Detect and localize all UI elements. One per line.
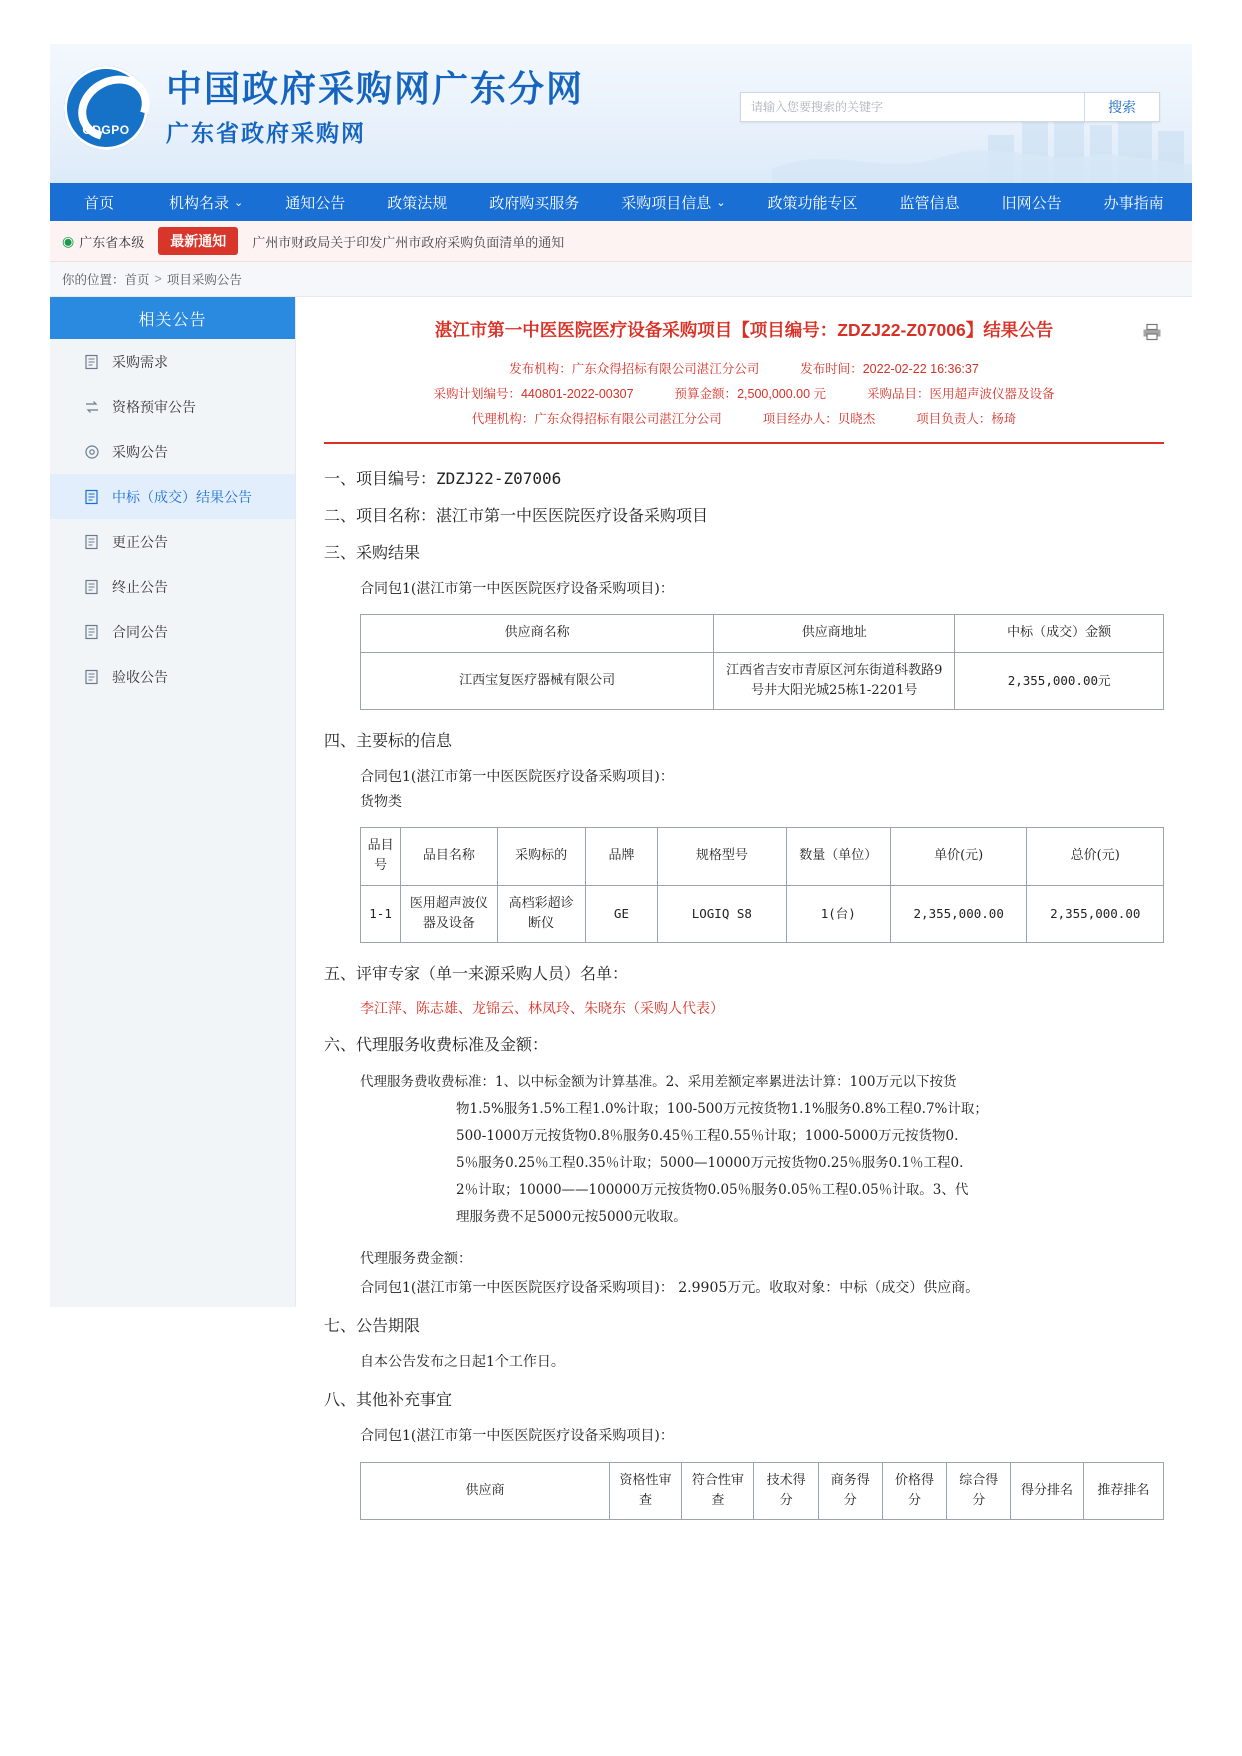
section-5-experts: 李江萍、陈志雄、龙锦云、林凤玲、朱晓东（采购人代表）	[360, 1000, 724, 1017]
nav-item-guide[interactable]	[1083, 183, 1185, 221]
site-logo[interactable]	[64, 66, 584, 150]
status-badge: 最新通知	[158, 227, 238, 255]
cell-brand: GE	[585, 885, 657, 942]
col-technical-score: 技术得分	[754, 1462, 818, 1519]
meta-publish-time-value: 2022-02-22 16:36:37	[862, 362, 979, 377]
section-3-heading: 三、采购结果	[324, 543, 421, 563]
target-icon	[84, 444, 100, 460]
item-table	[360, 827, 1164, 943]
table-row	[361, 885, 1164, 942]
exchange-icon	[84, 399, 100, 415]
site-frame	[50, 44, 1192, 1568]
col-compliance-review: 符合性审查	[682, 1462, 754, 1519]
meta-category-label: 采购品目：	[867, 387, 930, 402]
sidebar-item-label: 更正公告	[112, 533, 168, 550]
nav-label: 政府购买服务	[489, 194, 580, 212]
chevron-down-icon: ⌄	[716, 196, 726, 209]
result-table	[360, 614, 1164, 709]
col-brand: 品牌	[585, 828, 657, 885]
section-4-subtitle-2: 货物类	[360, 794, 402, 811]
notice-link[interactable]: 广州市财政局关于印发广州市政府采购负面清单的通知	[252, 234, 565, 250]
section-6-heading: 六、代理服务收费标准及金额：	[324, 1034, 549, 1054]
doc-icon	[84, 354, 100, 370]
cell-unit-price: 2,355,000.00	[890, 885, 1027, 942]
meta-handler-value: 贝晓杰	[837, 412, 876, 427]
doc-icon	[84, 579, 100, 595]
col-supplier-address: 供应商地址	[714, 615, 955, 652]
meta-publisher-label: 发布机构：	[509, 362, 572, 377]
table-row	[361, 652, 1164, 709]
table-header-row	[361, 828, 1164, 885]
section-4-heading: 四、主要标的信息	[324, 730, 453, 750]
section-2-label: 二、项目名称：	[324, 506, 437, 526]
page-title: 湛江市第一中医医院医疗设备采购项目【项目编号：ZDZJ22-Z07006】结果公告	[434, 320, 1054, 340]
section-8-heading: 八、其他补充事宜	[324, 1390, 453, 1410]
nav-label: 首页	[84, 194, 115, 212]
sidebar-item-prequalification[interactable]	[50, 384, 295, 429]
fee-line-5: 2％计取；10000——100000万元按货物0.05％服务0.05％工程0.05％计取。3、代	[456, 1181, 969, 1198]
sidebar-item-label: 资格预审公告	[112, 398, 196, 415]
fee-line-3: 500-1000万元按货物0.8％服务0.45％工程0.55％计取；1000-5000万元按货物0.	[456, 1127, 959, 1144]
sidebar-item-label: 采购需求	[112, 353, 168, 370]
section-6-amount-label: 代理服务费金额：	[360, 1250, 472, 1267]
sidebar-item-label: 验收公告	[112, 668, 168, 685]
nav-label: 办事指南	[1103, 194, 1164, 212]
nav-item-supervision[interactable]	[879, 183, 981, 221]
document-meta	[324, 357, 1164, 432]
col-total-price: 总价(元)	[1027, 828, 1164, 885]
nav-label: 采购项目信息	[621, 194, 712, 212]
cell-winning-amount: 2,355,000.00元	[955, 652, 1164, 709]
location-pin-icon: ◉	[62, 232, 75, 249]
search-button[interactable]: 搜索	[1084, 92, 1160, 122]
fee-line-4: 5％服务0.25％工程0.35％计取；5000—10000万元按货物0.25％服务0.1％工程0.	[456, 1154, 964, 1171]
col-overall-score: 综合得分	[947, 1462, 1011, 1519]
fee-line-6: 理服务费不足5000元按5000元收取。	[456, 1208, 687, 1225]
doc-icon	[84, 669, 100, 685]
meta-publish-time-label: 发布时间：	[800, 362, 863, 377]
article	[296, 297, 1192, 1568]
notice-bar	[50, 221, 1192, 262]
meta-row-3	[324, 407, 1164, 432]
review-table	[360, 1462, 1164, 1520]
nav-label: 通知公告	[285, 194, 346, 212]
breadcrumb-item-home[interactable]: 首页	[124, 273, 150, 287]
meta-category-value: 医用超声波仪器及设备	[929, 387, 1055, 402]
section-1-heading	[324, 466, 1164, 489]
doc-icon	[84, 624, 100, 640]
col-item-subject: 采购标的	[497, 828, 585, 885]
sidebar-item-label: 中标（成交）结果公告	[112, 488, 252, 505]
cell-item-no: 1-1	[361, 885, 401, 942]
section-6-standard	[324, 1069, 1164, 1231]
nav-item-org-directory[interactable]	[148, 183, 264, 221]
site-title-secondary: 广东省政府采购网	[166, 119, 366, 146]
cell-supplier-name: 江西宝复医疗器械有限公司	[361, 652, 714, 709]
section-1-value: ZDZJ22-Z07006	[436, 469, 562, 489]
sidebar-item-label: 终止公告	[112, 578, 168, 595]
nav-item-home[interactable]	[50, 183, 148, 221]
meta-plan-no-label: 采购计划编号：	[433, 387, 521, 402]
gdgpo-logo-icon	[64, 66, 148, 150]
doc-check-icon	[84, 489, 100, 505]
document-title-row	[324, 317, 1164, 343]
table-header-row	[361, 1462, 1164, 1519]
sidebar	[50, 297, 296, 1307]
meta-agency-value: 广东众得招标有限公司湛江分公司	[534, 412, 722, 427]
meta-budget-label: 预算金额：	[674, 387, 738, 402]
meta-owner-label: 项目负责人：	[916, 412, 992, 427]
sidebar-item-label: 合同公告	[112, 623, 168, 640]
sidebar-item-label: 采购公告	[112, 443, 168, 460]
nav-item-policy-zone[interactable]	[747, 183, 879, 221]
sidebar-item-termination[interactable]	[50, 564, 295, 609]
nav-item-legacy-announcements[interactable]	[981, 183, 1083, 221]
nav-label: 政策功能专区	[767, 194, 858, 212]
cell-total-price: 2,355,000.00	[1027, 885, 1164, 942]
breadcrumb-prefix: 你的位置：	[62, 273, 125, 287]
meta-row-2	[324, 382, 1164, 407]
col-price-score: 价格得分	[882, 1462, 946, 1519]
meta-owner-value: 杨琦	[991, 412, 1017, 427]
col-quantity: 数量（单位）	[786, 828, 890, 885]
nav-item-policies[interactable]	[366, 183, 468, 221]
cell-item-name: 医用超声波仪器及设备	[401, 885, 497, 942]
col-supplier: 供应商	[361, 1462, 610, 1519]
cell-quantity: 1(台)	[786, 885, 890, 942]
breadcrumb-separator: >	[154, 272, 162, 286]
chevron-down-icon: ⌄	[234, 196, 244, 209]
cell-supplier-address: 江西省吉安市青原区河东街道科教路9号井大阳光城25栋1-2201号	[714, 652, 955, 709]
main-navigation	[50, 183, 1192, 221]
site-title-primary: 中国政府采购网广东分网	[166, 68, 585, 110]
nav-item-announcements[interactable]	[264, 183, 366, 221]
sidebar-item-purchase-announcement[interactable]	[50, 429, 295, 474]
meta-handler-label: 项目经办人：	[762, 412, 838, 427]
meta-publisher-value: 广东众得招标有限公司湛江分公司	[571, 362, 760, 377]
nav-label: 政策法规	[387, 194, 448, 212]
sidebar-item-winning-result[interactable]	[50, 474, 295, 519]
meta-budget-value: 2,500,000.00 元	[737, 387, 827, 402]
col-model: 规格型号	[658, 828, 786, 885]
col-score-rank: 得分排名	[1011, 1462, 1083, 1519]
sidebar-item-acceptance[interactable]	[50, 654, 295, 699]
col-supplier-name: 供应商名称	[361, 615, 714, 652]
divider	[324, 442, 1164, 444]
nav-label: 旧网公告	[1001, 194, 1062, 212]
nav-item-gov-services[interactable]	[468, 183, 600, 221]
sidebar-item-purchase-demand[interactable]	[50, 339, 295, 384]
cell-item-subject: 高档彩超诊断仪	[497, 885, 585, 942]
fee-line-1: 代理服务费收费标准：1、以中标金额为计算基准。2、采用差额定率累进法计算：100万元以下按货	[360, 1073, 957, 1090]
breadcrumb	[50, 262, 1192, 297]
nav-label: 监管信息	[899, 194, 960, 212]
section-5-heading: 五、评审专家（单一来源采购人员）名单：	[324, 963, 629, 983]
search-box[interactable]	[740, 92, 1160, 122]
sidebar-item-contract[interactable]	[50, 609, 295, 654]
nav-label: 机构名录	[169, 194, 230, 212]
doc-icon	[84, 534, 100, 550]
nav-item-project-info[interactable]	[600, 183, 746, 221]
section-3-subtitle: 合同包1(湛江市第一中医医院医疗设备采购项目)：	[360, 581, 674, 598]
sidebar-title: 相关公告	[50, 297, 295, 339]
logo-mark-text: GDGPO	[82, 123, 130, 137]
section-2-value: 湛江市第一中医医院医疗设备采购项目	[436, 506, 709, 526]
header-city-decoration	[772, 73, 1192, 183]
col-recommend-rank: 推荐排名	[1083, 1462, 1163, 1519]
content-area	[50, 297, 1192, 1568]
sidebar-item-correction[interactable]	[50, 519, 295, 564]
search-input[interactable]	[740, 92, 1084, 122]
col-business-score: 商务得分	[818, 1462, 882, 1519]
cell-model: LOGIQ S8	[658, 885, 786, 942]
meta-plan-no-value: 440801-2022-00307	[520, 387, 634, 402]
fee-line-2: 物1.5%服务1.5%工程1.0%计取；100-500万元按货物1.1%服务0.8%工程0.7%计取；	[456, 1100, 988, 1117]
col-unit-price: 单价(元)	[890, 828, 1027, 885]
section-1-label: 一、项目编号：	[324, 469, 437, 489]
breadcrumb-item-current: 项目采购公告	[166, 273, 242, 287]
print-icon[interactable]	[1142, 323, 1162, 341]
site-header	[50, 44, 1192, 183]
region-selector[interactable]	[62, 232, 144, 251]
section-7-value: 自本公告发布之日起1个工作日。	[360, 1354, 565, 1371]
section-7-heading: 七、公告期限	[324, 1316, 421, 1336]
table-header-row	[361, 615, 1164, 652]
section-2-heading	[324, 503, 1164, 526]
col-item-no: 品目号	[361, 828, 401, 885]
section-6-amount-value: 合同包1(湛江市第一中医医院医疗设备采购项目)： 2.9905万元。收取对象：中标（成交）供应商。	[360, 1279, 980, 1296]
meta-agency-label: 代理机构：	[471, 412, 535, 427]
region-label: 广东省本级	[79, 234, 145, 250]
meta-row-1	[324, 357, 1164, 382]
section-8-subtitle: 合同包1(湛江市第一中医医院医疗设备采购项目)：	[360, 1428, 674, 1445]
col-qualification-review: 资格性审查	[609, 1462, 681, 1519]
col-winning-amount: 中标（成交）金额	[955, 615, 1164, 652]
section-4-subtitle: 合同包1(湛江市第一中医医院医疗设备采购项目)：	[360, 768, 674, 785]
col-item-name: 品目名称	[401, 828, 497, 885]
